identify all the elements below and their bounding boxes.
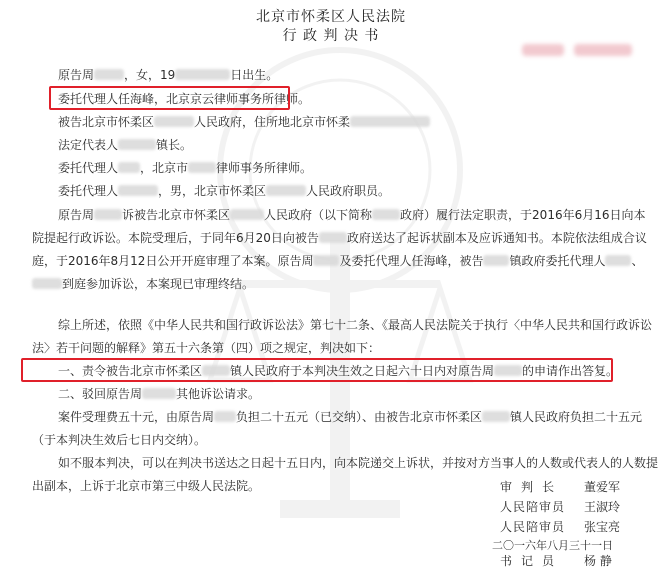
signature-name: 张宝亮 [584, 520, 621, 534]
redacted-block [319, 232, 347, 243]
agent-line-2: 委托代理人 ，北京市 律师事务所律师。 [58, 161, 313, 175]
court-name: 北京市怀柔区人民法院 [256, 9, 406, 25]
signature-name: 王淑玲 [584, 500, 621, 514]
highlight-box [21, 358, 613, 382]
redacted-block [605, 255, 631, 266]
redacted-block [142, 388, 176, 399]
fee-line-1: 案件受理费五十元，由原告周 负担二十五元（已交纳）、由被告北京市怀柔区 镇人民政府负担二十五元 [58, 410, 643, 424]
redacted-mark [522, 44, 564, 56]
facts-line-3: 庭，于2016年8月12日公开开庭审理了本案。原告周 及委托代理人任海峰，被告 镇政府委托代理人 、 [32, 254, 644, 268]
redacted-block [118, 162, 140, 173]
redacted-block [214, 411, 236, 422]
redacted-block [32, 278, 62, 289]
appeal-line-2: 出副本，上诉于北京市第三中级人民法院。 [32, 479, 261, 493]
redacted-block [94, 209, 122, 220]
judgment-item-2: 二、驳回原告周 其他诉讼请求。 [58, 387, 261, 401]
agent-line-3: 委托代理人 ，男，北京市怀柔区 人民政府职员。 [58, 184, 391, 198]
facts-line-4: 到庭参加诉讼，本案现已审理终结。 [32, 277, 254, 291]
redacted-block [175, 69, 230, 80]
redacted-block [266, 185, 306, 196]
document-type: 行 政 判 决 书 [282, 28, 380, 44]
redacted-block [230, 209, 264, 220]
redacted-block [350, 116, 430, 127]
judgment-intro-2: 法〉若干问题的解释》第五十六条第（四）项之规定，判决如下： [32, 341, 381, 355]
redacted-block [313, 255, 339, 266]
redacted-block [154, 116, 194, 127]
signature-role: 人民陪审员 [500, 500, 566, 514]
redacted-block [118, 139, 156, 150]
appeal-line-1: 如不服本判决，可以在判决书送达之日起十五日内，向本院递交上诉状，并按对方当事人的人数或代表人的人数提 [58, 456, 659, 470]
signature-role: 审判长 [500, 480, 564, 494]
redacted-block [118, 185, 158, 196]
signature-name: 杨 静 [584, 554, 612, 568]
defendant-line: 被告北京市怀柔区 人民政府，住所地北京市怀柔 [58, 115, 430, 129]
judgment-item-1: 一、责令被告北京市怀柔区 镇人民政府于本判决生效之日起六十日内对原告周 的申请作出答复。 [58, 364, 619, 378]
redacted-mark [574, 44, 632, 56]
facts-line-2: 院提起行政诉讼。本院受理后，于同年6月20日向被告 政府送达了起诉状副本及应诉通知书。本院依法组成合议 [32, 231, 647, 245]
redacted-block [372, 209, 400, 220]
judgment-intro-1: 综上所述，依照《中华人民共和国行政诉讼法》第七十二条、《最高人民法院关于执行〈中华人民共和国行政诉讼 [58, 318, 653, 332]
redacted-block [188, 162, 216, 173]
signature-role: 人民陪审员 [500, 520, 566, 534]
signature-role: 书记员 [500, 554, 564, 568]
legal-rep-line: 法定代表人 镇长。 [58, 138, 193, 152]
redacted-block [94, 69, 124, 80]
plaintiff-line: 原告周 ，女，19 日出生。 [58, 68, 279, 82]
fee-line-2: （于本判决生效后七日内交纳）。 [32, 433, 207, 447]
redacted-block [483, 255, 509, 266]
redacted-block [482, 411, 510, 422]
agent-line-1: 委托代理人任海峰，北京京云律师事务所律师。 [58, 92, 311, 106]
judgment-date: 二〇一六年八月三十一日 [492, 539, 613, 552]
signature-name: 董爱军 [584, 480, 621, 494]
highlight-box [49, 86, 290, 110]
facts-line-1: 原告周 诉被告北京市怀柔区 人民政府（以下简称 政府）履行法定职责，于2016年6月16日向本 [58, 208, 646, 222]
